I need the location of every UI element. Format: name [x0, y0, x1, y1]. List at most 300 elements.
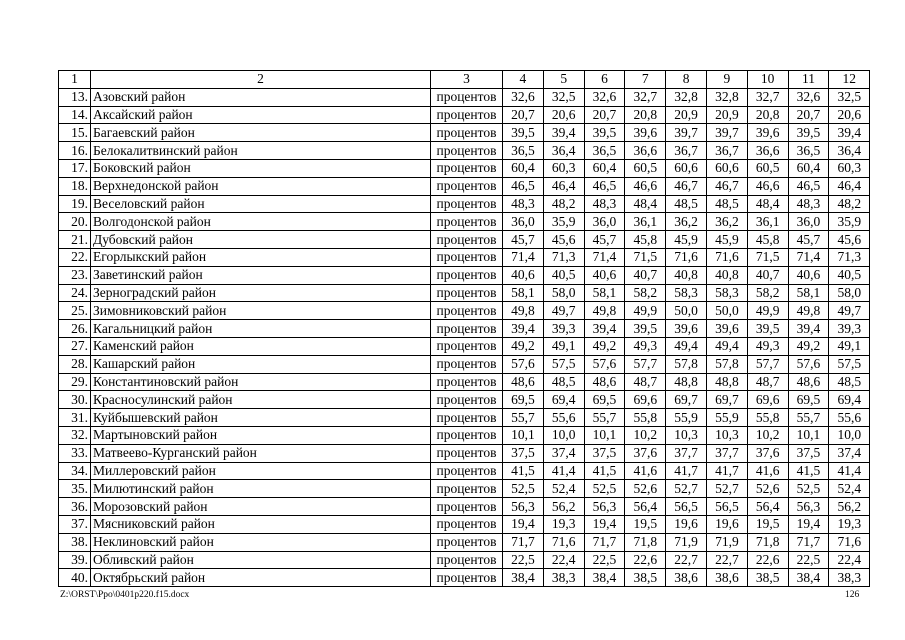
value-cell: 71,4 — [788, 248, 829, 266]
value-cell: 37,6 — [747, 444, 788, 462]
unit-cell: процентов — [431, 373, 503, 391]
value-cell: 37,4 — [829, 444, 870, 462]
value-cell: 60,4 — [584, 159, 625, 177]
value-cell: 60,5 — [747, 159, 788, 177]
value-cell: 49,4 — [706, 337, 747, 355]
table-row — [59, 426, 870, 444]
value-cell: 49,7 — [543, 302, 584, 320]
value-cell: 32,5 — [829, 88, 870, 106]
row-number-cell: 22. — [59, 248, 91, 266]
table-body — [59, 71, 870, 587]
row-number-cell: 25. — [59, 302, 91, 320]
value-cell: 55,8 — [625, 409, 666, 427]
value-cell: 39,5 — [747, 320, 788, 338]
value-cell: 58,0 — [543, 284, 584, 302]
value-cell: 52,5 — [584, 480, 625, 498]
table-row — [59, 159, 870, 177]
value-cell: 57,5 — [543, 355, 584, 373]
value-cell: 10,0 — [543, 426, 584, 444]
value-cell: 32,5 — [543, 88, 584, 106]
value-cell: 39,5 — [788, 124, 829, 142]
value-cell: 69,5 — [503, 391, 544, 409]
district-name-cell: Кашарский район — [91, 355, 431, 373]
value-cell: 48,3 — [584, 195, 625, 213]
header-cell: 9 — [706, 71, 747, 89]
value-cell: 58,1 — [788, 284, 829, 302]
header-cell: 1 — [59, 71, 91, 89]
row-number-cell: 17. — [59, 159, 91, 177]
unit-cell: процентов — [431, 337, 503, 355]
value-cell: 49,3 — [625, 337, 666, 355]
value-cell: 32,8 — [706, 88, 747, 106]
value-cell: 60,5 — [625, 159, 666, 177]
footer-file-path: Z:\ORST\Ppo\0401p220.f15.docx — [60, 590, 190, 600]
unit-cell: процентов — [431, 248, 503, 266]
unit-cell: процентов — [431, 391, 503, 409]
unit-cell: процентов — [431, 569, 503, 587]
table-row — [59, 533, 870, 551]
value-cell: 19,3 — [543, 515, 584, 533]
value-cell: 40,7 — [747, 266, 788, 284]
value-cell: 35,9 — [543, 213, 584, 231]
value-cell: 36,5 — [584, 142, 625, 160]
value-cell: 37,5 — [788, 444, 829, 462]
value-cell: 50,0 — [706, 302, 747, 320]
value-cell: 36,1 — [747, 213, 788, 231]
value-cell: 38,4 — [788, 569, 829, 587]
value-cell: 48,5 — [543, 373, 584, 391]
value-cell: 46,5 — [584, 177, 625, 195]
value-cell: 71,7 — [788, 533, 829, 551]
value-cell: 39,6 — [706, 320, 747, 338]
district-name-cell: Каменский район — [91, 337, 431, 355]
value-cell: 41,6 — [747, 462, 788, 480]
row-number-cell: 38. — [59, 533, 91, 551]
table-row — [59, 284, 870, 302]
value-cell: 71,4 — [584, 248, 625, 266]
value-cell: 39,3 — [543, 320, 584, 338]
value-cell: 55,7 — [584, 409, 625, 427]
district-name-cell: Зерноградский район — [91, 284, 431, 302]
value-cell: 52,6 — [747, 480, 788, 498]
unit-cell: процентов — [431, 355, 503, 373]
value-cell: 36,2 — [666, 213, 707, 231]
value-cell: 41,5 — [584, 462, 625, 480]
row-number-cell: 28. — [59, 355, 91, 373]
table-row — [59, 373, 870, 391]
value-cell: 10,2 — [625, 426, 666, 444]
district-name-cell: Милютинский район — [91, 480, 431, 498]
value-cell: 46,7 — [706, 177, 747, 195]
district-name-cell: Белокалитвинский район — [91, 142, 431, 160]
value-cell: 36,1 — [625, 213, 666, 231]
value-cell: 56,3 — [584, 498, 625, 516]
unit-cell: процентов — [431, 124, 503, 142]
value-cell: 48,5 — [706, 195, 747, 213]
row-number-cell: 33. — [59, 444, 91, 462]
unit-cell: процентов — [431, 195, 503, 213]
value-cell: 69,7 — [666, 391, 707, 409]
header-cell: 8 — [666, 71, 707, 89]
value-cell: 32,8 — [666, 88, 707, 106]
value-cell: 49,8 — [503, 302, 544, 320]
value-cell: 49,8 — [788, 302, 829, 320]
row-number-cell: 15. — [59, 124, 91, 142]
value-cell: 48,6 — [503, 373, 544, 391]
table-row — [59, 409, 870, 427]
district-name-cell: Красносулинский район — [91, 391, 431, 409]
value-cell: 38,3 — [829, 569, 870, 587]
unit-cell: процентов — [431, 284, 503, 302]
unit-cell: процентов — [431, 320, 503, 338]
value-cell: 49,2 — [503, 337, 544, 355]
value-cell: 69,7 — [706, 391, 747, 409]
value-cell: 36,5 — [788, 142, 829, 160]
value-cell: 22,5 — [503, 551, 544, 569]
value-cell: 71,6 — [706, 248, 747, 266]
value-cell: 57,8 — [706, 355, 747, 373]
value-cell: 69,4 — [829, 391, 870, 409]
table-row — [59, 391, 870, 409]
value-cell: 45,8 — [625, 231, 666, 249]
value-cell: 36,6 — [747, 142, 788, 160]
value-cell: 10,1 — [503, 426, 544, 444]
row-number-cell: 34. — [59, 462, 91, 480]
row-number-cell: 29. — [59, 373, 91, 391]
value-cell: 71,9 — [666, 533, 707, 551]
row-number-cell: 32. — [59, 426, 91, 444]
table-row — [59, 355, 870, 373]
value-cell: 20,8 — [747, 106, 788, 124]
value-cell: 37,4 — [543, 444, 584, 462]
district-name-cell: Багаевский район — [91, 124, 431, 142]
header-cell: 5 — [543, 71, 584, 89]
value-cell: 22,6 — [625, 551, 666, 569]
district-name-cell: Морозовский район — [91, 498, 431, 516]
district-name-cell: Мартыновский район — [91, 426, 431, 444]
value-cell: 37,7 — [706, 444, 747, 462]
row-number-cell: 13. — [59, 88, 91, 106]
unit-cell: процентов — [431, 106, 503, 124]
value-cell: 55,6 — [543, 409, 584, 427]
value-cell: 36,0 — [584, 213, 625, 231]
value-cell: 50,0 — [666, 302, 707, 320]
row-number-cell: 37. — [59, 515, 91, 533]
value-cell: 19,4 — [584, 515, 625, 533]
value-cell: 69,6 — [747, 391, 788, 409]
value-cell: 22,6 — [747, 551, 788, 569]
unit-cell: процентов — [431, 159, 503, 177]
value-cell: 48,3 — [503, 195, 544, 213]
value-cell: 57,6 — [584, 355, 625, 373]
value-cell: 39,7 — [666, 124, 707, 142]
unit-cell: процентов — [431, 551, 503, 569]
value-cell: 40,7 — [625, 266, 666, 284]
table-row — [59, 337, 870, 355]
value-cell: 22,4 — [543, 551, 584, 569]
value-cell: 46,5 — [788, 177, 829, 195]
value-cell: 22,5 — [584, 551, 625, 569]
header-cell: 2 — [91, 71, 431, 89]
value-cell: 49,9 — [625, 302, 666, 320]
value-cell: 71,7 — [503, 533, 544, 551]
table-row — [59, 480, 870, 498]
value-cell: 48,7 — [625, 373, 666, 391]
value-cell: 36,6 — [625, 142, 666, 160]
district-name-cell: Дубовский район — [91, 231, 431, 249]
value-cell: 46,4 — [829, 177, 870, 195]
value-cell: 49,9 — [747, 302, 788, 320]
value-cell: 45,9 — [666, 231, 707, 249]
value-cell: 40,5 — [543, 266, 584, 284]
value-cell: 45,7 — [503, 231, 544, 249]
row-number-cell: 35. — [59, 480, 91, 498]
value-cell: 40,8 — [666, 266, 707, 284]
header-cell: 10 — [747, 71, 788, 89]
value-cell: 71,6 — [543, 533, 584, 551]
value-cell: 39,5 — [625, 320, 666, 338]
value-cell: 41,5 — [503, 462, 544, 480]
value-cell: 45,6 — [543, 231, 584, 249]
value-cell: 40,6 — [503, 266, 544, 284]
value-cell: 49,1 — [829, 337, 870, 355]
value-cell: 69,5 — [584, 391, 625, 409]
value-cell: 38,6 — [706, 569, 747, 587]
header-cell: 11 — [788, 71, 829, 89]
district-name-cell: Миллеровский район — [91, 462, 431, 480]
value-cell: 52,7 — [666, 480, 707, 498]
value-cell: 52,4 — [829, 480, 870, 498]
footer-page-number: 126 — [845, 590, 860, 600]
value-cell: 39,5 — [503, 124, 544, 142]
value-cell: 37,5 — [584, 444, 625, 462]
value-cell: 39,4 — [503, 320, 544, 338]
value-cell: 39,6 — [666, 320, 707, 338]
district-name-cell: Аксайский район — [91, 106, 431, 124]
header-cell: 7 — [625, 71, 666, 89]
value-cell: 56,4 — [625, 498, 666, 516]
value-cell: 22,5 — [788, 551, 829, 569]
value-cell: 32,7 — [625, 88, 666, 106]
value-cell: 10,3 — [706, 426, 747, 444]
table-row — [59, 498, 870, 516]
value-cell: 48,3 — [788, 195, 829, 213]
value-cell: 41,7 — [706, 462, 747, 480]
value-cell: 58,3 — [666, 284, 707, 302]
header-cell: 12 — [829, 71, 870, 89]
unit-cell: процентов — [431, 231, 503, 249]
value-cell: 49,2 — [788, 337, 829, 355]
value-cell: 60,6 — [706, 159, 747, 177]
value-cell: 46,6 — [747, 177, 788, 195]
value-cell: 48,6 — [788, 373, 829, 391]
table-row — [59, 266, 870, 284]
row-number-cell: 26. — [59, 320, 91, 338]
value-cell: 71,8 — [625, 533, 666, 551]
row-number-cell: 23. — [59, 266, 91, 284]
value-cell: 41,7 — [666, 462, 707, 480]
district-name-cell: Азовский район — [91, 88, 431, 106]
value-cell: 58,2 — [747, 284, 788, 302]
value-cell: 20,8 — [625, 106, 666, 124]
value-cell: 55,6 — [829, 409, 870, 427]
table-row — [59, 515, 870, 533]
value-cell: 36,4 — [543, 142, 584, 160]
value-cell: 49,4 — [666, 337, 707, 355]
value-cell: 57,6 — [788, 355, 829, 373]
value-cell: 48,7 — [747, 373, 788, 391]
value-cell: 60,4 — [788, 159, 829, 177]
value-cell: 58,0 — [829, 284, 870, 302]
value-cell: 37,6 — [625, 444, 666, 462]
district-name-cell: Матвеево-Курганский район — [91, 444, 431, 462]
value-cell: 48,2 — [543, 195, 584, 213]
value-cell: 38,4 — [503, 569, 544, 587]
value-cell: 20,6 — [829, 106, 870, 124]
value-cell: 60,3 — [543, 159, 584, 177]
value-cell: 56,3 — [788, 498, 829, 516]
unit-cell: процентов — [431, 266, 503, 284]
value-cell: 57,8 — [666, 355, 707, 373]
value-cell: 56,4 — [747, 498, 788, 516]
value-cell: 71,9 — [706, 533, 747, 551]
value-cell: 41,4 — [829, 462, 870, 480]
value-cell: 46,6 — [625, 177, 666, 195]
value-cell: 52,4 — [543, 480, 584, 498]
value-cell: 45,8 — [747, 231, 788, 249]
value-cell: 57,7 — [747, 355, 788, 373]
table-row — [59, 302, 870, 320]
value-cell: 45,7 — [584, 231, 625, 249]
value-cell: 38,5 — [747, 569, 788, 587]
unit-cell: процентов — [431, 177, 503, 195]
value-cell: 57,5 — [829, 355, 870, 373]
value-cell: 56,2 — [543, 498, 584, 516]
value-cell: 49,3 — [747, 337, 788, 355]
value-cell: 36,7 — [666, 142, 707, 160]
row-number-cell: 30. — [59, 391, 91, 409]
district-name-cell: Константиновский район — [91, 373, 431, 391]
table-row — [59, 248, 870, 266]
row-number-cell: 20. — [59, 213, 91, 231]
table-row — [59, 177, 870, 195]
value-cell: 19,5 — [625, 515, 666, 533]
value-cell: 10,3 — [666, 426, 707, 444]
table-row — [59, 88, 870, 106]
district-name-cell: Мясниковский район — [91, 515, 431, 533]
value-cell: 40,8 — [706, 266, 747, 284]
value-cell: 56,2 — [829, 498, 870, 516]
value-cell: 39,4 — [829, 124, 870, 142]
unit-cell: процентов — [431, 515, 503, 533]
district-name-cell: Боковский район — [91, 159, 431, 177]
table-row — [59, 195, 870, 213]
value-cell: 58,2 — [625, 284, 666, 302]
value-cell: 40,6 — [788, 266, 829, 284]
unit-cell: процентов — [431, 88, 503, 106]
value-cell: 71,8 — [747, 533, 788, 551]
unit-cell: процентов — [431, 533, 503, 551]
value-cell: 36,0 — [788, 213, 829, 231]
row-number-cell: 14. — [59, 106, 91, 124]
value-cell: 60,3 — [829, 159, 870, 177]
value-cell: 69,5 — [788, 391, 829, 409]
unit-cell: процентов — [431, 213, 503, 231]
unit-cell: процентов — [431, 498, 503, 516]
value-cell: 69,4 — [543, 391, 584, 409]
table-row — [59, 462, 870, 480]
value-cell: 36,7 — [706, 142, 747, 160]
value-cell: 45,6 — [829, 231, 870, 249]
value-cell: 71,3 — [829, 248, 870, 266]
value-cell: 55,7 — [503, 409, 544, 427]
table-row — [59, 142, 870, 160]
value-cell: 48,4 — [747, 195, 788, 213]
unit-cell: процентов — [431, 480, 503, 498]
value-cell: 49,2 — [584, 337, 625, 355]
value-cell: 55,8 — [747, 409, 788, 427]
value-cell: 55,9 — [706, 409, 747, 427]
value-cell: 39,4 — [543, 124, 584, 142]
value-cell: 46,5 — [503, 177, 544, 195]
value-cell: 36,5 — [503, 142, 544, 160]
value-cell: 71,7 — [584, 533, 625, 551]
value-cell: 71,6 — [829, 533, 870, 551]
value-cell: 22,4 — [829, 551, 870, 569]
unit-cell: процентов — [431, 426, 503, 444]
table-header-row — [59, 71, 870, 89]
unit-cell: процентов — [431, 302, 503, 320]
value-cell: 60,4 — [503, 159, 544, 177]
value-cell: 38,6 — [666, 569, 707, 587]
row-number-cell: 39. — [59, 551, 91, 569]
district-name-cell: Верхнедонской район — [91, 177, 431, 195]
table-row — [59, 551, 870, 569]
value-cell: 39,4 — [788, 320, 829, 338]
district-name-cell: Кагальницкий район — [91, 320, 431, 338]
header-cell: 6 — [584, 71, 625, 89]
value-cell: 41,4 — [543, 462, 584, 480]
row-number-cell: 21. — [59, 231, 91, 249]
value-cell: 52,5 — [788, 480, 829, 498]
district-name-cell: Зимовниковский район — [91, 302, 431, 320]
value-cell: 19,6 — [706, 515, 747, 533]
value-cell: 56,5 — [666, 498, 707, 516]
value-cell: 19,4 — [503, 515, 544, 533]
value-cell: 36,0 — [503, 213, 544, 231]
value-cell: 46,7 — [666, 177, 707, 195]
table-row — [59, 124, 870, 142]
value-cell: 52,6 — [625, 480, 666, 498]
value-cell: 37,7 — [666, 444, 707, 462]
value-cell: 20,7 — [584, 106, 625, 124]
value-cell: 39,7 — [706, 124, 747, 142]
district-name-cell: Веселовский район — [91, 195, 431, 213]
value-cell: 52,5 — [503, 480, 544, 498]
value-cell: 58,1 — [503, 284, 544, 302]
value-cell: 71,4 — [503, 248, 544, 266]
table-row — [59, 320, 870, 338]
data-table — [58, 70, 870, 587]
value-cell: 20,7 — [788, 106, 829, 124]
value-cell: 49,7 — [829, 302, 870, 320]
value-cell: 32,6 — [584, 88, 625, 106]
district-name-cell: Обливский район — [91, 551, 431, 569]
table-row — [59, 231, 870, 249]
row-number-cell: 16. — [59, 142, 91, 160]
value-cell: 48,6 — [584, 373, 625, 391]
value-cell: 41,5 — [788, 462, 829, 480]
